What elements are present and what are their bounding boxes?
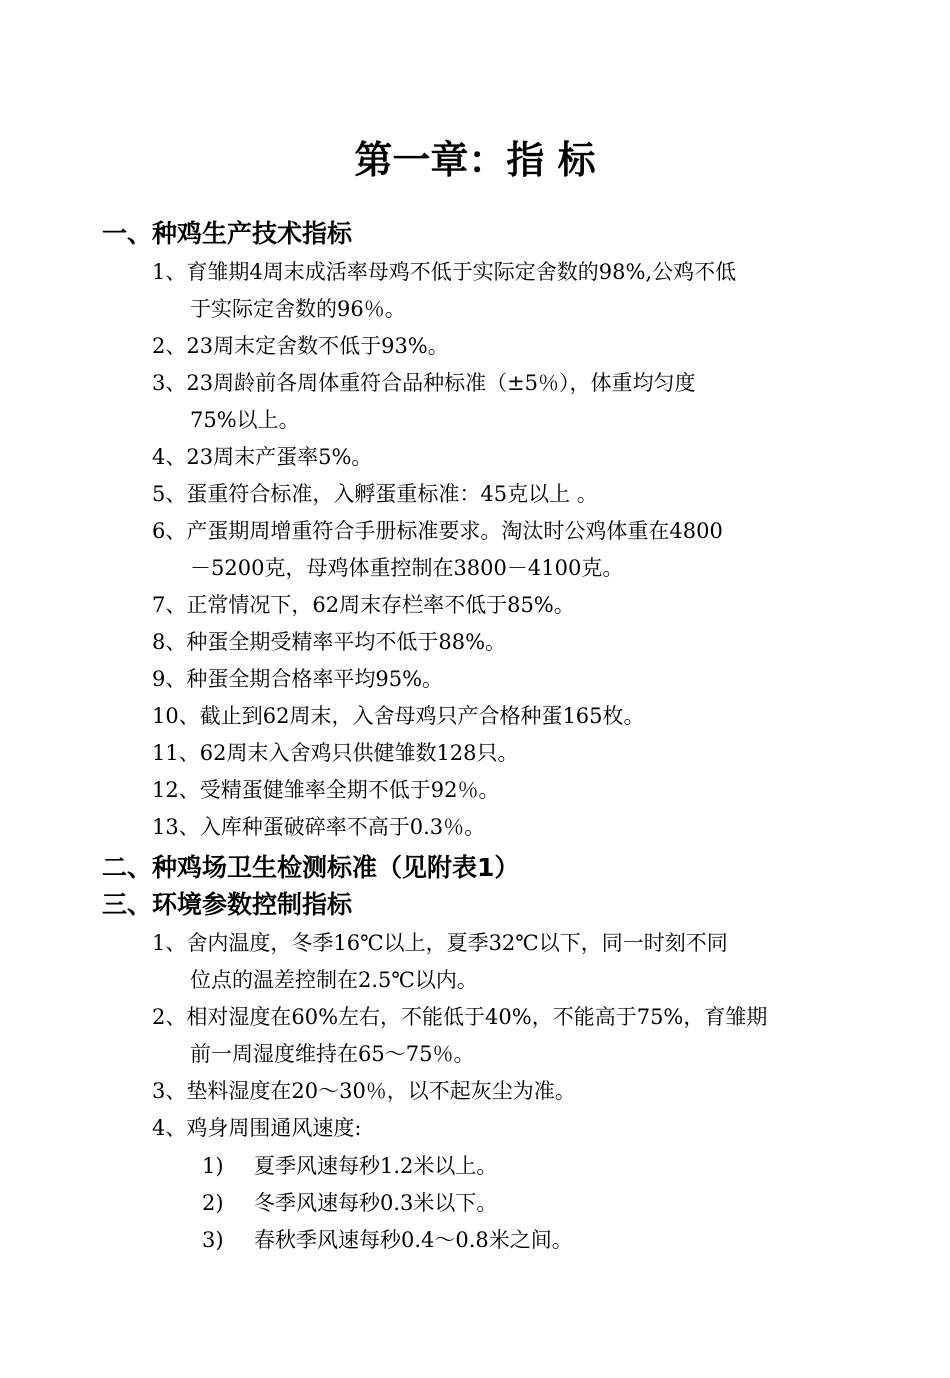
list-item-line: 9、种蛋全期合格率平均95%。 xyxy=(152,667,444,691)
list-item-line: 13、入库种蛋破碎率不高于0.3％。 xyxy=(152,815,486,839)
list-item-line: 2、23周末定舍数不低于93%。 xyxy=(152,334,449,358)
list-item xyxy=(152,513,850,587)
list-item xyxy=(152,1073,850,1110)
sub-list-text: 冬季风速每秒0.3米以下。 xyxy=(254,1191,498,1215)
list-item-line: 2、相对湿度在60%左右，不能低于40%，不能高于75%，育雏期 xyxy=(152,1005,768,1029)
list-item xyxy=(152,587,850,624)
section-heading-hygiene: 二、种鸡场卫生检测标准（见附表1） xyxy=(102,853,520,882)
sub-list-item xyxy=(202,1185,497,1222)
list-item-line: 3、垫料湿度在20～30％，以不起灰尘为准。 xyxy=(152,1079,576,1103)
list-item xyxy=(152,476,850,513)
sub-list-item xyxy=(202,1148,497,1185)
list-item xyxy=(152,772,850,809)
list-item xyxy=(152,925,850,999)
sub-list-number: 2) xyxy=(202,1191,224,1215)
list-item-line: 4、23周末产蛋率5%。 xyxy=(152,445,373,469)
list-item xyxy=(152,439,850,476)
list-item xyxy=(152,254,850,328)
list-item xyxy=(152,624,850,661)
section-heading-environment: 三、环境参数控制指标 xyxy=(102,890,353,919)
list-item-line: 3、23周龄前各周体重符合品种标准（±5％），体重均匀度 xyxy=(152,371,696,395)
list-item-line: 12、受精蛋健雏率全期不低于92％。 xyxy=(152,778,500,802)
list-item-line-continued: 位点的温差控制在2.5℃以内。 xyxy=(190,968,478,992)
sub-list-text: 夏季风速每秒1.2米以上。 xyxy=(254,1154,498,1178)
list-item xyxy=(152,661,850,698)
list-item-line: 11、62周末入舍鸡只供健雏数128只。 xyxy=(152,741,519,765)
list-item-line-continued: 于实际定舍数的96％。 xyxy=(190,297,406,321)
list-item xyxy=(152,328,850,365)
section-heading-production: 一、种鸡生产技术指标 xyxy=(102,219,353,248)
sub-list-text: 春秋季风速每秒0.4～0.8米之间。 xyxy=(254,1228,573,1252)
list-item xyxy=(152,1110,850,1147)
sub-list-number: 1) xyxy=(202,1154,224,1178)
list-item xyxy=(152,365,850,439)
list-item-line: 10、截止到62周末，入舍母鸡只产合格种蛋165枚。 xyxy=(152,704,645,728)
sub-list-item xyxy=(202,1222,573,1259)
list-item xyxy=(152,698,850,735)
list-item-line: 1、舍内温度，冬季16℃以上，夏季32℃以下，同一时刻不同 xyxy=(152,931,728,955)
list-item-line: 8、种蛋全期受精率平均不低于88%。 xyxy=(152,630,507,654)
list-item-line: 6、产蛋期周增重符合手册标准要求。淘汰时公鸡体重在4800 xyxy=(152,519,723,543)
list-item-line-continued: 75%以上。 xyxy=(190,408,300,432)
list-item-line: 7、正常情况下，62周末存栏率不低于85%。 xyxy=(152,593,575,617)
sub-list-number: 3) xyxy=(202,1228,224,1252)
list-item-line: 1、育雏期4周末成活率母鸡不低于实际定舍数的98%,公鸡不低 xyxy=(152,260,737,284)
list-item xyxy=(152,735,850,772)
list-item-line-continued: －5200克，母鸡体重控制在3800－4100克。 xyxy=(190,556,624,580)
list-item-line: 5、蛋重符合标准，入孵蛋重标准：45克以上 。 xyxy=(152,482,598,506)
list-item-line-continued: 前一周湿度维持在65～75％。 xyxy=(190,1042,475,1066)
list-item xyxy=(152,999,850,1073)
page-title: 第一章：指 标 xyxy=(354,138,596,182)
list-item xyxy=(152,809,850,846)
list-item-line: 4、鸡身周围通风速度: xyxy=(152,1116,362,1140)
